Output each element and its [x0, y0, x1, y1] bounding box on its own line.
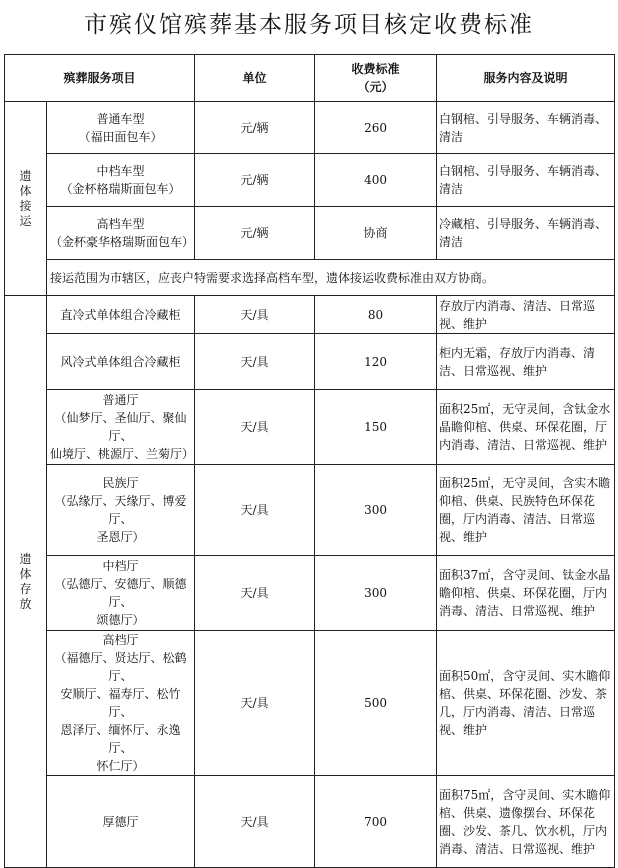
category-storage: 遗体存放 — [5, 296, 47, 868]
item-cell: 中档车型 （金杯格瑞斯面包车） — [47, 154, 195, 207]
unit-cell: 元/辆 — [195, 102, 315, 154]
price-cell: 120 — [315, 334, 437, 390]
transport-note: 接运范围为市辖区，应丧户特需要求选择高档车型，遗体接运收费标准由双方协商。 — [47, 260, 615, 296]
unit-cell: 天/具 — [195, 296, 315, 334]
table-row — [5, 390, 615, 465]
unit-cell: 天/具 — [195, 390, 315, 465]
unit-cell: 元/辆 — [195, 154, 315, 207]
price-cell: 300 — [315, 465, 437, 556]
table-row — [5, 631, 615, 776]
fee-table — [4, 54, 615, 868]
desc-cell: 柜内无霜，存放厅内消毒、清洁、日常巡视、维护 — [437, 334, 615, 390]
price-cell: 700 — [315, 776, 437, 868]
desc-cell: 面积50㎡，含守灵间、实木瞻仰棺、供桌、环保花圈、沙发、茶几，厅内消毒、清洁、日常巡视、维护 — [437, 631, 615, 776]
header-unit: 单位 — [195, 55, 315, 102]
desc-cell: 白钢棺、引导服务、车辆消毒、清洁 — [437, 154, 615, 207]
table-row — [5, 296, 615, 334]
unit-cell: 天/具 — [195, 776, 315, 868]
table-row — [5, 776, 615, 868]
price-cell: 150 — [315, 390, 437, 465]
header-price-line2: （元） — [357, 80, 394, 94]
note-row — [5, 260, 615, 296]
unit-cell: 天/具 — [195, 334, 315, 390]
table-row — [5, 465, 615, 556]
price-cell: 协商 — [315, 207, 437, 260]
price-cell: 260 — [315, 102, 437, 154]
item-cell: 直冷式单体组合冷藏柜 — [47, 296, 195, 334]
desc-cell: 冷藏棺、引导服务、车辆消毒、清洁 — [437, 207, 615, 260]
item-cell: 厚德厅 — [47, 776, 195, 868]
table-row — [5, 556, 615, 631]
header-price — [315, 55, 437, 102]
header-desc: 服务内容及说明 — [437, 55, 615, 102]
desc-cell: 面积75㎡，含守灵间、实木瞻仰棺、供桌、遗像摆台、环保花圈、沙发、茶几、饮水机，厅内消毒、清洁、日常巡视、维护 — [437, 776, 615, 868]
unit-cell: 天/具 — [195, 556, 315, 631]
desc-cell: 白钢棺、引导服务、车辆消毒、清洁 — [437, 102, 615, 154]
item-cell: 民族厅 （弘缘厅、天缘厅、博爱厅、 圣恩厅） — [47, 465, 195, 556]
item-cell: 高档厅 （福德厅、贤达厅、松鹤厅、 安顺厅、福寿厅、松竹厅、 恩泽厅、缅怀厅、永逸厅、 怀仁厅） — [47, 631, 195, 776]
desc-cell: 面积25㎡，无守灵间，含实木瞻仰棺、供桌、民族特色环保花圈，厅内消毒、清洁、日常巡视、维护 — [437, 465, 615, 556]
table-row — [5, 334, 615, 390]
unit-cell: 元/辆 — [195, 207, 315, 260]
desc-cell: 存放厅内消毒、清洁、日常巡视、维护 — [437, 296, 615, 334]
price-cell: 300 — [315, 556, 437, 631]
desc-cell: 面积37㎡，含守灵间、钛金水晶瞻仰棺、供桌、环保花圈，厅内消毒、清洁、日常巡视、维护 — [437, 556, 615, 631]
price-cell: 500 — [315, 631, 437, 776]
desc-cell: 面积25㎡，无守灵间，含钛金水晶瞻仰棺、供桌、环保花圈，厅内消毒、清洁、日常巡视、维护 — [437, 390, 615, 465]
item-cell: 普通厅 （仙梦厅、圣仙厅、聚仙厅、 仙境厅、桃源厅、兰菊厅） — [47, 390, 195, 465]
item-cell: 高档车型 （金杯豪华格瑞斯面包车） — [47, 207, 195, 260]
item-cell: 中档厅 （弘德厅、安德厅、顺德厅、 颂德厅） — [47, 556, 195, 631]
header-item: 殡葬服务项目 — [5, 55, 195, 102]
item-cell: 风冷式单体组合冷藏柜 — [47, 334, 195, 390]
category-transport: 遗体接运 — [5, 102, 47, 296]
table-row — [5, 207, 615, 260]
table-row — [5, 154, 615, 207]
item-cell: 普通车型 （福田面包车） — [47, 102, 195, 154]
header-row — [5, 55, 615, 102]
table-row — [5, 102, 615, 154]
unit-cell: 天/具 — [195, 465, 315, 556]
price-cell: 400 — [315, 154, 437, 207]
unit-cell: 天/具 — [195, 631, 315, 776]
header-price-line1: 收费标准 — [351, 62, 400, 76]
page-title: 市殡仪馆殡葬基本服务项目核定收费标准 — [84, 12, 534, 38]
price-cell: 80 — [315, 296, 437, 334]
